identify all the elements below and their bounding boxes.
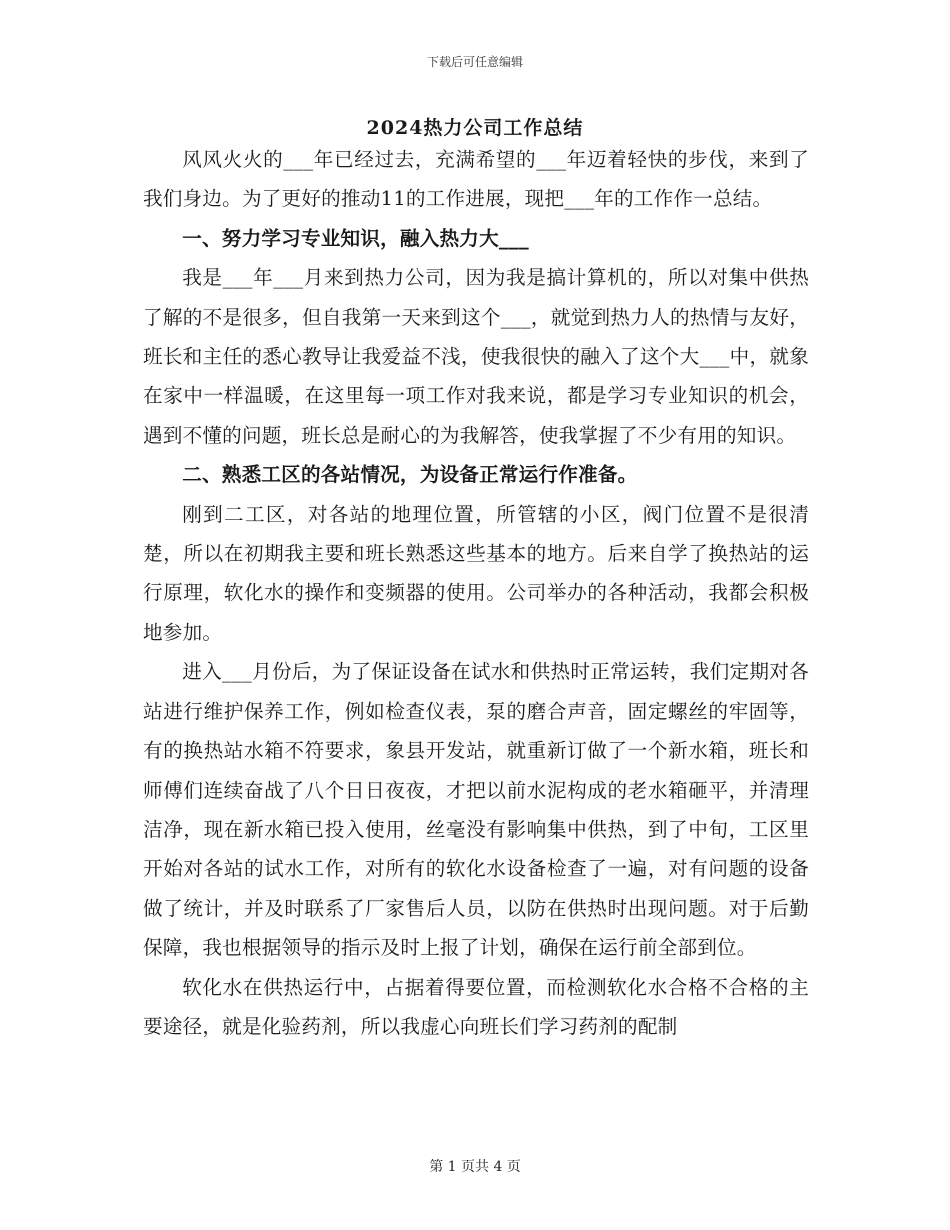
- paragraph-section-2a: 刚到二工区，对各站的地理位置，所管辖的小区，阀门位置不是很清楚，所以在初期我主要和班长熟悉这些基本的地方。后来自学了换热站的运行原理，软化水的操作和变频器的使用。公司举办的各种活动，我都会积极地参加。: [143, 502, 809, 644]
- paragraph-section-2b: 进入___月份后，为了保证设备在试水和供热时正常运转，我们定期对各站进行维护保养工作，例如检查仪表，泵的磨合声音，固定螺丝的牢固等，有的换热站水箱不符要求，象县开发站，就重新订做了一个新水箱，班长和师傅们连续奋战了八个日日夜夜，才把以前水泥构成的老水箱砸平，并清理洁净，现在新水箱已投入使用，丝毫没有影响集中供热，到了中旬，工区里开始对各站的试水工作，对所有的软化水设备检查了一遍，对有问题的设备做了统计，并及时联系了厂家售后人员，以防在供热时出现问题。对于后勤保障，我也根据领导的指示及时上报了计划，确保在运行前全部到位。: [143, 660, 809, 960]
- section-heading-2: 二、熟悉工区的各站情况，为设备正常运行作准备。: [182, 463, 638, 487]
- document-title: 2024热力公司工作总结: [366, 117, 584, 139]
- page-footer: 第 1 页共 4 页: [429, 1159, 521, 1175]
- paragraph-section-2c: 软化水在供热运行中，占据着得要位置，而检测软化水合格不合格的主要途径，就是化验药剂，所以我虚心向班长们学习药剂的配制: [143, 975, 809, 1038]
- document-body: [143, 140, 809, 1046]
- paragraph-section-1: 我是___年___月来到热力公司，因为我是搞计算机的，所以对集中供热了解的不是很多，但自我第一天来到这个___，就觉到热力人的热情与友好，班长和主任的悉心教导让我爱益不浅，使我很快的融入了这个大___中，就象在家中一样温暖，在这里每一项工作对我来说，都是学习专业知识的机会，遇到不懂的问题，班长总是耐心的为我解答，使我掌握了不少有用的知识。: [143, 266, 809, 447]
- paragraph-intro: 风风火火的___年已经过去，充满希望的___年迈着轻快的步伐，来到了我们身边。为了更好的推动11的工作进展，现把___年的工作作一总结。: [143, 148, 809, 211]
- section-heading-1: 一、努力学习专业知识，融入热力大___: [182, 226, 529, 250]
- page-header: 下载后可任意编辑: [426, 55, 523, 69]
